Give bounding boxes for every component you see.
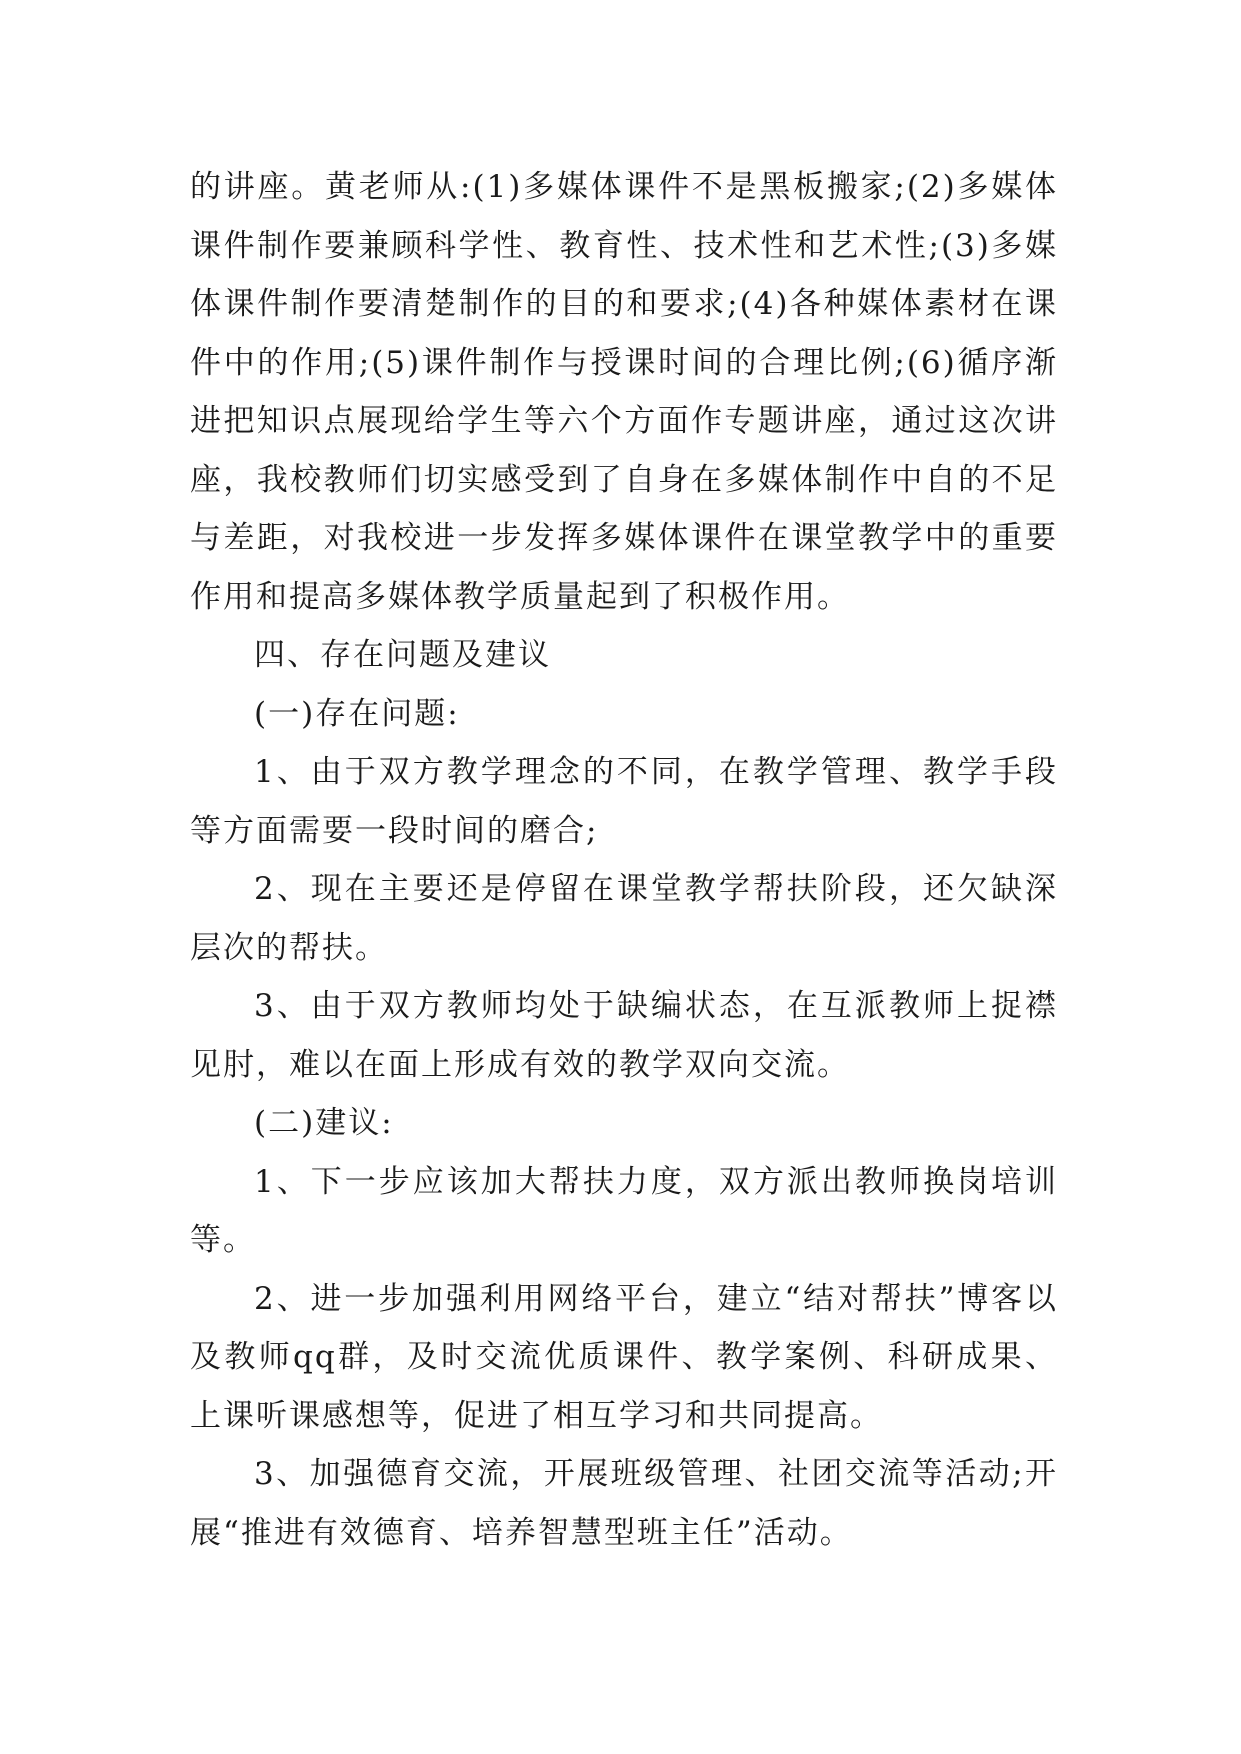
subheading-problems: (一)存在问题:	[254, 695, 460, 732]
heading-problems-and-suggestions: 四、存在问题及建议	[254, 637, 551, 673]
suggestion-item-1: 1、下一步应该加大帮扶力度，双方派出教师换岗培训等。	[190, 1163, 1058, 1258]
suggestion-item-2: 2、进一步加强利用网络平台，建立“结对帮扶”博客以及教师qq群，及时交流优质课件、教学案例、科研成果、上课听课感想等，促进了相互学习和共同提高。	[190, 1280, 1058, 1434]
problem-item-1: 1、由于双方教学理念的不同，在教学管理、教学手段等方面需要一段时间的磨合;	[190, 754, 1058, 849]
problem-item-3: 3、由于双方教师均处于缺编状态，在互派教师上捉襟见肘，难以在面上形成有效的教学双向交流。	[190, 988, 1058, 1083]
paragraph-lecture-summary: 的讲座。黄老师从:(1)多媒体课件不是黑板搬家;(2)多媒体课件制作要兼顾科学性、教育性、技术性和艺术性;(3)多媒体课件制作要清楚制作的目的和要求;(4)各种媒体素材在课件中的作用;(5)课件制作与授课时间的合理比例;(6)循序渐进把知识点展现给学生等六个方面作专题讲座，通过这次讲座，我校教师们切实感受到了自身在多媒体制作中自的不足与差距，对我校进一步发挥多媒体课件在课堂教学中的重要作用和提高多媒体教学质量起到了积极作用。	[190, 169, 1058, 615]
suggestion-item-3: 3、加强德育交流，开展班级管理、社团交流等活动;开展“推进有效德育、培养智慧型班主任”活动。	[190, 1456, 1058, 1551]
document-body	[190, 158, 1058, 1562]
problem-item-2: 2、现在主要还是停留在课堂教学帮扶阶段，还欠缺深层次的帮扶。	[190, 871, 1058, 966]
subheading-suggestions: (二)建议:	[254, 1105, 394, 1141]
